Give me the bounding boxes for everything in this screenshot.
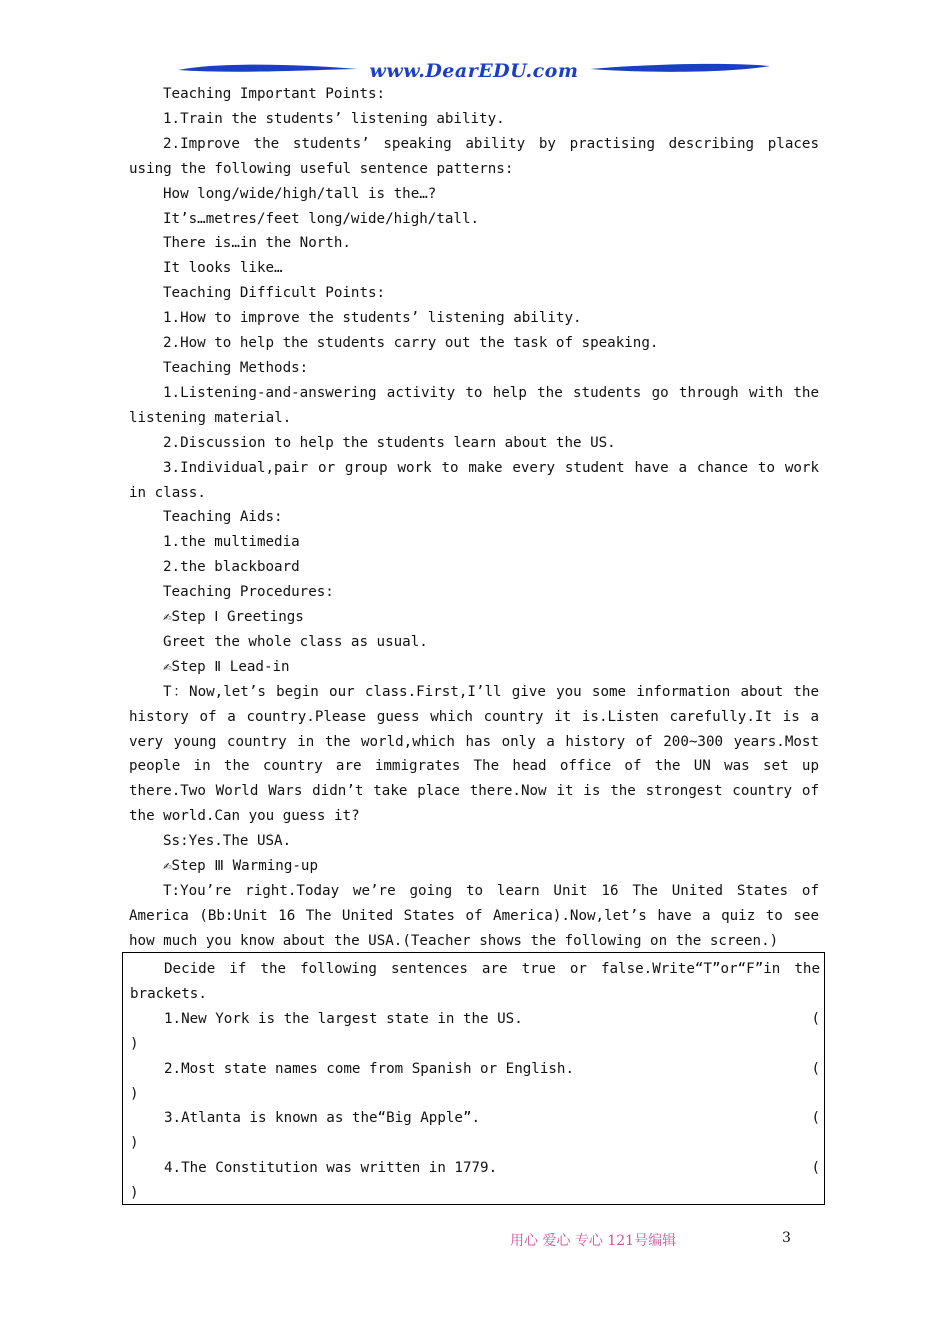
quiz-item <box>130 1156 820 1206</box>
method-2: 2.Discussion to help the students learn about the US. <box>163 434 616 451</box>
site-header <box>178 58 770 84</box>
quiz-item-text: 1.New York is the largest state in the US. <box>164 1010 523 1027</box>
site-title[interactable]: www.DearEDU.com <box>369 60 579 82</box>
heading-teaching-methods: Teaching Methods: <box>163 359 309 376</box>
lesson-body <box>129 82 819 954</box>
quiz-item-text: 2.Most state names come from Spanish or English. <box>164 1060 574 1077</box>
method-1: 1.Listening-and-answering activity to help the students go through with the listening material. <box>129 384 819 426</box>
step-1-heading: ✍Step Ⅰ Greetings <box>163 609 304 626</box>
heading-important-points: Teaching Important Points: <box>163 86 386 102</box>
difficult-point-2: 2.How to help the students carry out the task of speaking. <box>163 335 659 352</box>
heading-difficult-points: Teaching Difficult Points: <box>163 285 386 302</box>
quiz-item <box>130 1007 820 1057</box>
answer-bracket-open: ( <box>811 1110 820 1127</box>
quiz-item <box>130 1106 820 1156</box>
step-1-text: Greet the whole class as usual. <box>163 633 428 650</box>
heading-teaching-aids: Teaching Aids: <box>163 509 283 526</box>
quiz-item-text: 4.The Constitution was written in 1779. <box>164 1160 498 1177</box>
important-point-2: 2.Improve the students’ speaking ability by practising describing places using the following useful sentence patterns: <box>129 135 819 177</box>
page-number: 3 <box>782 1230 791 1246</box>
step-2-dialogue: T：Now,let’s begin our class.First,I’ll give you some information about the history of a country.Please guess which country it is.Listen carefully.It is a very young country in the world,which has only a history of 200~300 years.Most people in the country are immigrates The head office of the UN was set up there.Two World Wars didn’t take place there.Now it is the strongest country of the world.Can you guess it? <box>129 683 819 825</box>
difficult-point-1: 1.How to improve the students’ listening ability. <box>163 310 582 327</box>
answer-bracket-close: ) <box>130 1085 139 1102</box>
aid-1: 1.the multimedia <box>163 534 300 551</box>
footer-credit: 用心 爱心 专心 121号编辑 <box>510 1233 677 1249</box>
quiz-box <box>122 952 825 1205</box>
answer-bracket-close: ) <box>130 1135 139 1152</box>
method-3: 3.Individual,pair or group work to make every student have a chance to work in class. <box>129 459 819 501</box>
answer-bracket-close: ) <box>130 1035 139 1052</box>
heading-teaching-procedures: Teaching Procedures: <box>163 584 334 601</box>
sentence-pattern-3: There is…in the North. <box>163 235 351 252</box>
quiz-item <box>130 1057 820 1107</box>
step-2-answer: Ss:Yes.The USA. <box>163 833 292 850</box>
step-3-heading: ✍Step Ⅲ Warming-up <box>163 858 318 875</box>
answer-bracket-close: ) <box>130 1185 139 1202</box>
sentence-pattern-4: It looks like… <box>163 260 283 277</box>
important-point-1: 1.Train the students’ listening ability. <box>163 110 505 127</box>
answer-bracket-open: ( <box>811 1060 820 1077</box>
answer-bracket-open: ( <box>811 1160 820 1177</box>
quiz-item-text: 3.Atlanta is known as the“Big Apple”. <box>164 1110 481 1127</box>
answer-bracket-open: ( <box>811 1010 820 1027</box>
sentence-pattern-2: It’s…metres/feet long/wide/high/tall. <box>163 210 480 227</box>
step-2-heading: ✍Step Ⅱ Lead-in <box>163 658 290 675</box>
quiz-instruction: Decide if the following sentences are true or false.Write“T”or“F”in the brackets. <box>130 961 820 1002</box>
sentence-pattern-1: How long/wide/high/tall is the…? <box>163 185 437 202</box>
step-3-dialogue: T:You’re right.Today we’re going to learn Unit 16 The United States of America (Bb:Unit 16 The United States of America).Now,let’s have a quiz to see how much you know about the USA.(Teacher shows the following on the screen.) <box>129 883 819 949</box>
aid-2: 2.the blackboard <box>163 559 300 576</box>
